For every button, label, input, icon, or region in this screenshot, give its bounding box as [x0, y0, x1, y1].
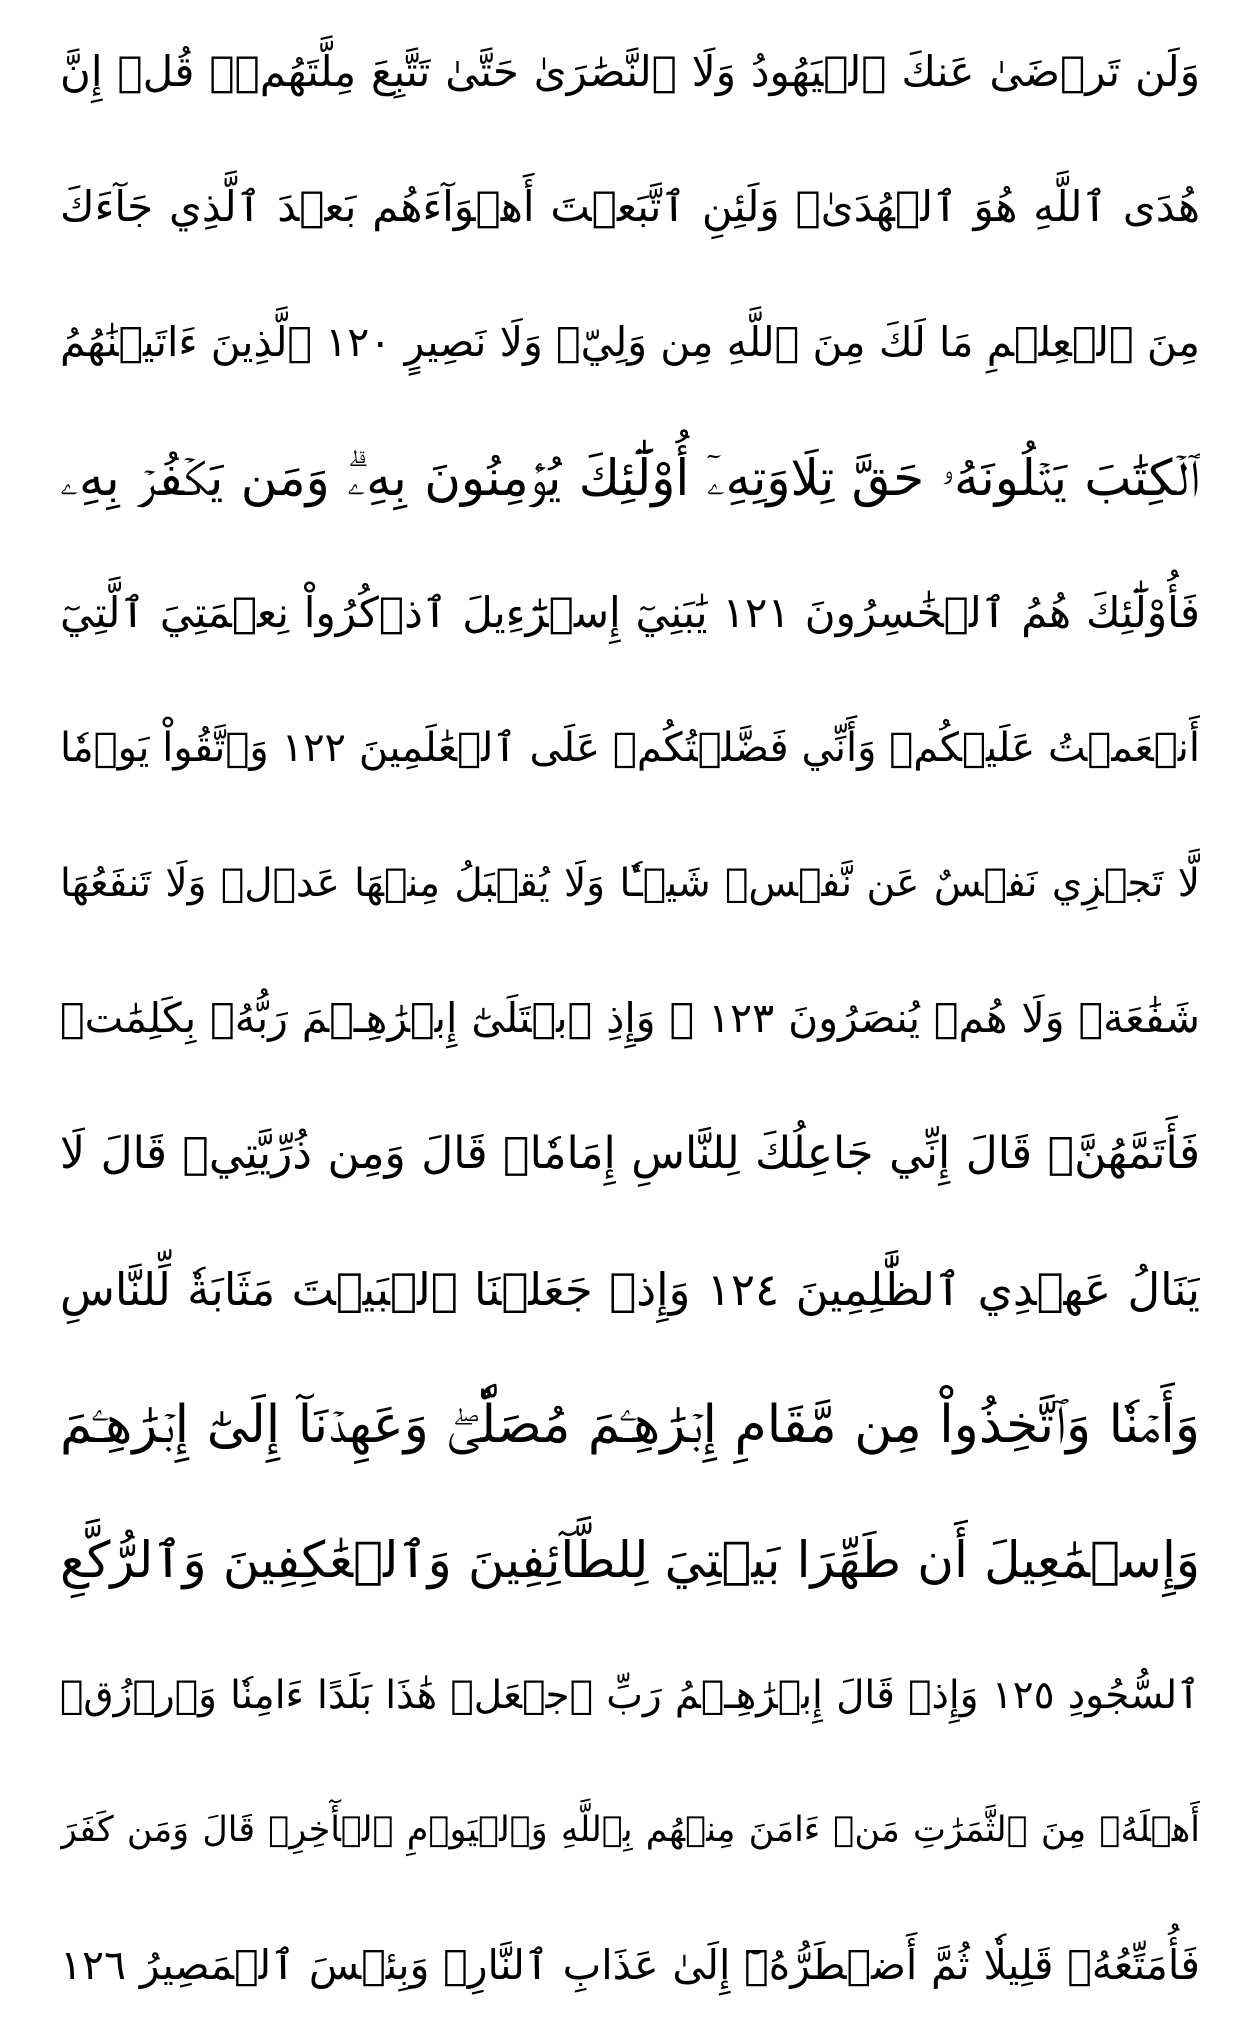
text-line-3	[60, 289, 1200, 397]
text-block	[60, 18, 1200, 2020]
line-text: وَأَمۡنٗا وَٱتَّخِذُواْ مِن مَّقَامِ إِبۡرَٰهِـۧمَ مُصَلّٗىۖ وَعَهِدۡنَآ إِلَىٰٓ إِبۡرَٰهِـۧمَ	[60, 1394, 1200, 1455]
text-line-6	[60, 694, 1200, 802]
text-line-7	[60, 830, 1200, 938]
line-text: شَفَٰعَةٞ وَلَا هُمۡ يُنصَرُونَ ١٢٣ ۞ وَإِذِ ٱبۡتَلَىٰٓ إِبۡرَٰهِـۧمَ رَبُّهُۥ بِكَلِمَٰتٖ	[60, 994, 1200, 1043]
text-line-11	[60, 1371, 1200, 1479]
line-text: مِنَ ٱلۡعِلۡمِ مَا لَكَ مِنَ ٱللَّهِ مِن وَلِيّٖ وَلَا نَصِيرٍ ١٢٠ ٱلَّذِينَ ءَاتَيۡنَٰهُمُ	[60, 318, 1200, 367]
text-line-13	[60, 1641, 1200, 1749]
line-text: أَهۡلَهُۥ مِنَ ٱلثَّمَرَٰتِ مَنۡ ءَامَنَ مِنۡهُم بِٱللَّهِ وَٱلۡيَوۡمِ ٱلۡأٓخِرِۖ قَالَ وَمَن كَفَرَ	[60, 1810, 1200, 1851]
line-text: ٱلسُّجُودِ ١٢٥ وَإِذۡ قَالَ إِبۡرَٰهِـۧمُ رَبِّ ٱجۡعَلۡ هَٰذَا بَلَدًا ءَامِنٗا وَٱرۡزُقۡ	[60, 1672, 1200, 1718]
line-text: هُدَى ٱللَّهِ هُوَ ٱلۡهُدَىٰۗ وَلَئِنِ ٱتَّبَعۡتَ أَهۡوَآءَهُم بَعۡدَ ٱلَّذِي جَآءَكَ	[60, 182, 1200, 232]
line-text: ٱلۡكِتَٰبَ يَتۡلُونَهُۥ حَقَّ تِلَاوَتِهِۦٓ أُوْلَٰٓئِكَ يُؤۡمِنُونَ بِهِۦۗ وَمَن يَكۡفُرۡ بِهِۦ	[60, 448, 1200, 507]
text-line-10	[60, 1236, 1200, 1344]
line-text: وَلَن تَرۡضَىٰ عَنكَ ٱلۡيَهُودُ وَلَا ٱلنَّصَٰرَىٰ حَتَّىٰ تَتَّبِعَ مِلَّتَهُمۡۗ قُلۡ إِنَّ	[60, 47, 1200, 96]
text-line-9	[60, 1100, 1200, 1208]
text-line-8	[60, 965, 1200, 1073]
line-text: فَأَتَمَّهُنَّۖ قَالَ إِنِّي جَاعِلُكَ لِلنَّاسِ إِمَامٗاۖ قَالَ وَمِن ذُرِّيَّتِيۖ قَالَ لَا	[60, 1128, 1200, 1180]
text-line-12	[60, 1506, 1200, 1614]
text-line-14	[60, 1777, 1200, 1885]
text-line-5	[60, 559, 1200, 667]
text-line-15	[60, 1912, 1200, 2020]
text-line-2	[60, 153, 1200, 261]
line-text: يَنَالُ عَهۡدِي ٱلظَّٰلِمِينَ ١٢٤ وَإِذۡ جَعَلۡنَا ٱلۡبَيۡتَ مَثَابَةٗ لِّلنَّاسِ	[60, 1263, 1200, 1317]
line-text: وَإِسۡمَٰعِيلَ أَن طَهِّرَا بَيۡتِيَ لِلطَّآئِفِينَ وَٱلۡعَٰكِفِينَ وَٱلرُّكَّعِ	[60, 1531, 1200, 1590]
text-line-4	[60, 424, 1200, 532]
line-text: لَّا تَجۡزِي نَفۡسٌ عَن نَّفۡسٖ شَيۡـٔٗا وَلَا يُقۡبَلُ مِنۡهَا عَدۡلٞ وَلَا تَنفَعُهَا	[60, 861, 1200, 907]
line-text: فَأُوْلَٰٓئِكَ هُمُ ٱلۡخَٰسِرُونَ ١٢١ يَٰبَنِيٓ إِسۡرَٰٓءِيلَ ٱذۡكُرُواْ نِعۡمَتِيَ ٱلَّتِيٓ	[60, 588, 1200, 638]
line-text: أَنۡعَمۡتُ عَلَيۡكُمۡ وَأَنِّي فَضَّلۡتُكُمۡ عَلَى ٱلۡعَٰلَمِينَ ١٢٢ وَٱتَّقُواْ يَوۡمٗا	[60, 725, 1200, 772]
text-line-1	[60, 18, 1200, 126]
line-text: فَأُمَتِّعُهُۥ قَلِيلٗا ثُمَّ أَضۡطَرُّهُۥٓ إِلَىٰ عَذَابِ ٱلنَّارِۖ وَبِئۡسَ ٱلۡمَصِيرُ ١٢٦	[60, 1941, 1200, 1990]
